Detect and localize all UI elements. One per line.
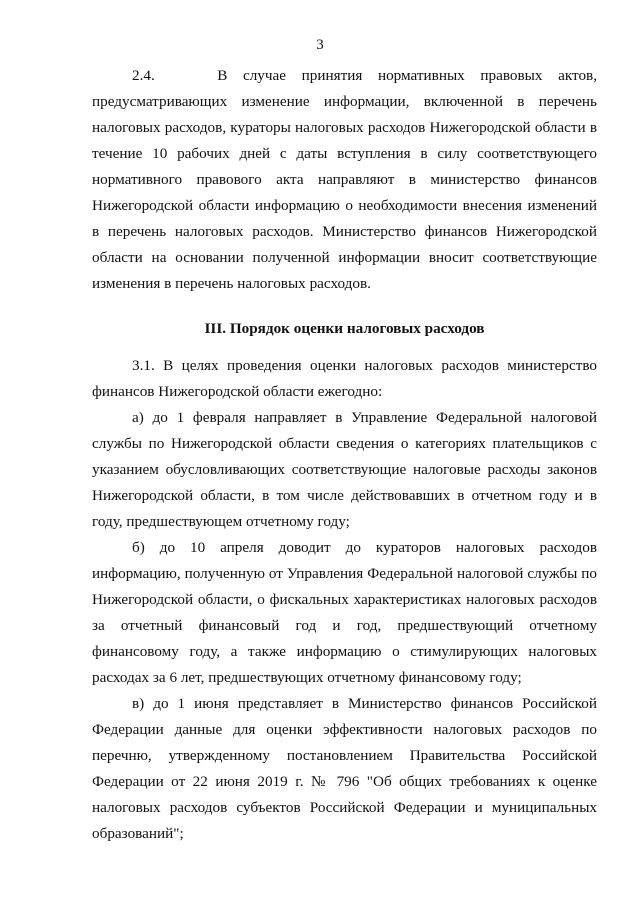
list-item-v: в) до 1 июня представляет в Министерство финансов Российской Федерации данные для оценки эффективности налоговых расходов по перечню, утвержденному постановлением Правительства Российской Федерации от 22 июня 2019 г. № 796 "Об общих требованиях к оценке налоговых расходов субъектов Российской Федерации и муниципальных образований"; bbox=[92, 695, 597, 842]
page-number: 3 bbox=[316, 37, 324, 53]
section-heading: III. Порядок оценки налоговых расходов bbox=[204, 320, 485, 337]
list-item-b: б) до 10 апреля доводит до кураторов налоговых расходов информацию, полученную от Управления Федеральной налоговой службы по Нижегородской области, о фискальных характеристиках налоговых расходов за отчетный финансовый год и год, предшествующий отчетному финансовому году, а также информацию о стимулирующих налоговых расходах за 6 лет, предшествующих отчетному финансовому году; bbox=[92, 539, 597, 686]
spacer bbox=[92, 342, 597, 353]
list-item-a: а) до 1 февраля направляет в Управление Федеральной налоговой службы по Нижегородской области сведения о категориях плательщиков с указанием обусловливающих соответствующие налоговые расходы законов Нижегородской области, в том числе действовавших в отчетном году и в году, предшествующем отчетному году; bbox=[92, 409, 597, 530]
spacer bbox=[92, 297, 597, 316]
paragraph-3-1: 3.1. В целях проведения оценки налоговых расходов министерство финансов Нижегородской области ежегодно: bbox=[92, 357, 597, 400]
paragraph-2-4: 2.4. В случае принятия нормативных правовых актов, предусматривающих изменение информации, включенной в перечень налоговых расходов, кураторы налоговых расходов Нижегородской области в течение 10 рабочих дней с даты вступления в силу соответствующего нормативного правового акта направляют в министерство финансов Нижегородской области информацию о необходимости внесения изменений в перечень налоговых расходов. Министерство финансов Нижегородской области на основании полученной информации вносит соответствующие изменения в перечень налоговых расходов. bbox=[92, 67, 597, 292]
document-body bbox=[92, 63, 597, 847]
